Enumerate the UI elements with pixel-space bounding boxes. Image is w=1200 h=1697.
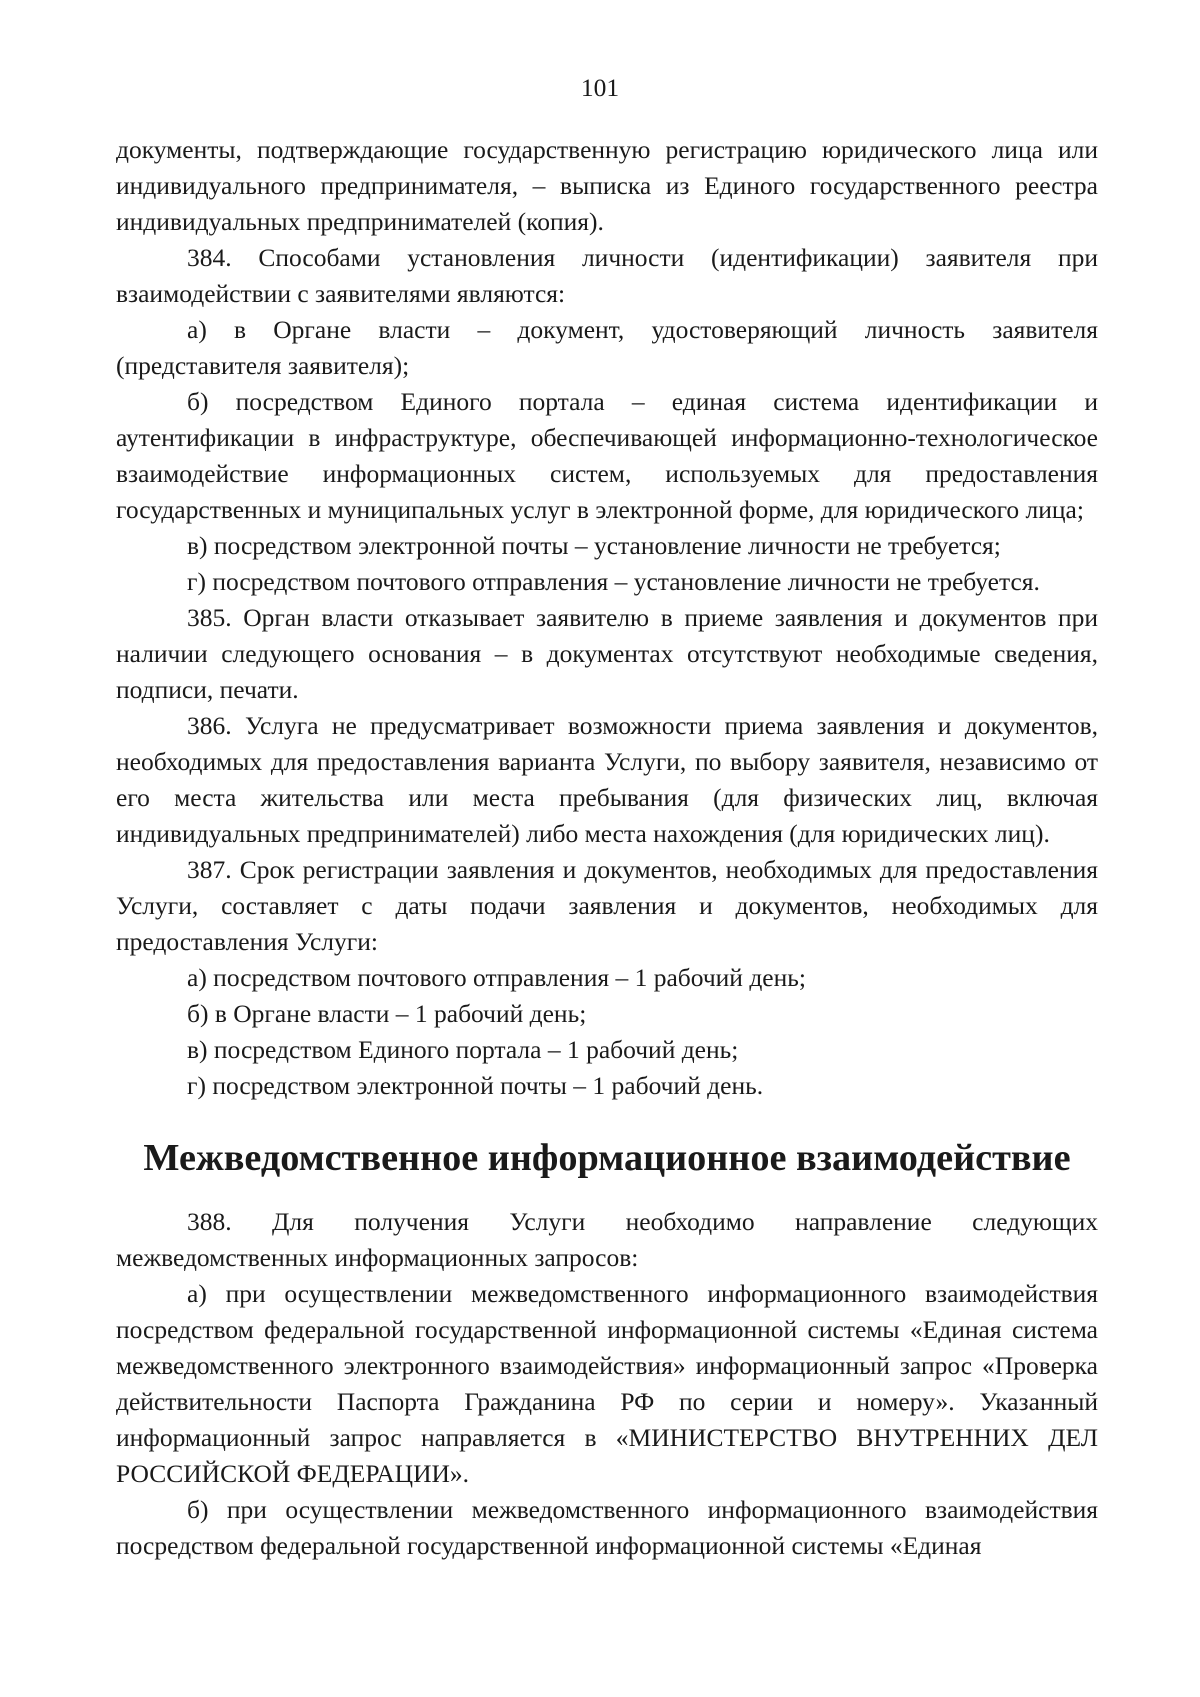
paragraph-item-387-g: г) посредством электронной почты – 1 рабочий день. [187, 1071, 764, 1100]
paragraph-item-384: 384. Способами установления личности (идентификации) заявителя при взаимодействии с заявителями являются: [116, 243, 1098, 308]
paragraph-item-388-b: б) при осуществлении межведомственного информационного взаимодействия посредством федеральной государственной информационной системы «Единая [116, 1495, 1098, 1560]
section-heading: Межведомственное информационное взаимодействие [143, 1137, 1071, 1179]
paragraph: документы, подтверждающие государственную регистрацию юридического лица или индивидуального предпринимателя, – выписка из Единого государственного реестра индивидуальных предпринимателей (копия). [116, 135, 1098, 236]
paragraphs-after-heading [116, 1204, 1098, 1564]
paragraph-item-387-b: б) в Органе власти – 1 рабочий день; [187, 999, 587, 1028]
paragraph-item-387-a: а) посредством почтового отправления – 1 рабочий день; [187, 963, 806, 992]
paragraph-item-387: 387. Срок регистрации заявления и документов, необходимых для предоставления Услуги, составляет с даты подачи заявления и документов, необходимых для предоставления Услуги: [116, 855, 1098, 956]
paragraph-item-388-a: а) при осуществлении межведомственного информационного взаимодействия посредством федеральной государственной информационной системы «Единая система межведомственного электронного взаимодействия» информационный запрос «Проверка действительности Паспорта Гражданина РФ по серии и номеру». Указанный информационный запрос направляется в «МИНИСТЕРСТВО ВНУТРЕННИХ ДЕЛ РОССИЙСКОЙ ФЕДЕРАЦИИ». [116, 1279, 1098, 1488]
paragraph-item-384-a: а) в Органе власти – документ, удостоверяющий личность заявителя (представителя заявителя); [116, 315, 1098, 380]
document-body [116, 132, 1098, 1564]
paragraph-item-384-v: в) посредством электронной почты – установление личности не требуется; [187, 531, 1001, 560]
paragraph-item-387-v: в) посредством Единого портала – 1 рабочий день; [187, 1035, 739, 1064]
paragraph-item-386: 386. Услуга не предусматривает возможности приема заявления и документов, необходимых для предоставления варианта Услуги, по выбору заявителя, независимо от его места жительства или места пребывания (для физических лиц, включая индивидуальных предпринимателей) либо места нахождения (для юридических лиц). [116, 711, 1098, 848]
page-number: 101 [580, 73, 620, 102]
paragraphs-before-heading [116, 132, 1098, 1104]
paragraph-item-384-b: б) посредством Единого портала – единая система идентификации и аутентификации в инфраструктуре, обеспечивающей информационно-технологическое взаимодействие информационных систем, используемых для предоставления государственных и муниципальных услуг в электронной форме, для юридического лица; [116, 387, 1098, 524]
paragraph-item-384-g: г) посредством почтового отправления – установление личности не требуется. [187, 567, 1040, 596]
paragraph-item-388: 388. Для получения Услуги необходимо направление следующих межведомственных информационных запросов: [116, 1207, 1098, 1272]
paragraph-item-385: 385. Орган власти отказывает заявителю в приеме заявления и документов при наличии следующего основания – в документах отсутствуют необходимые сведения, подписи, печати. [116, 603, 1098, 704]
